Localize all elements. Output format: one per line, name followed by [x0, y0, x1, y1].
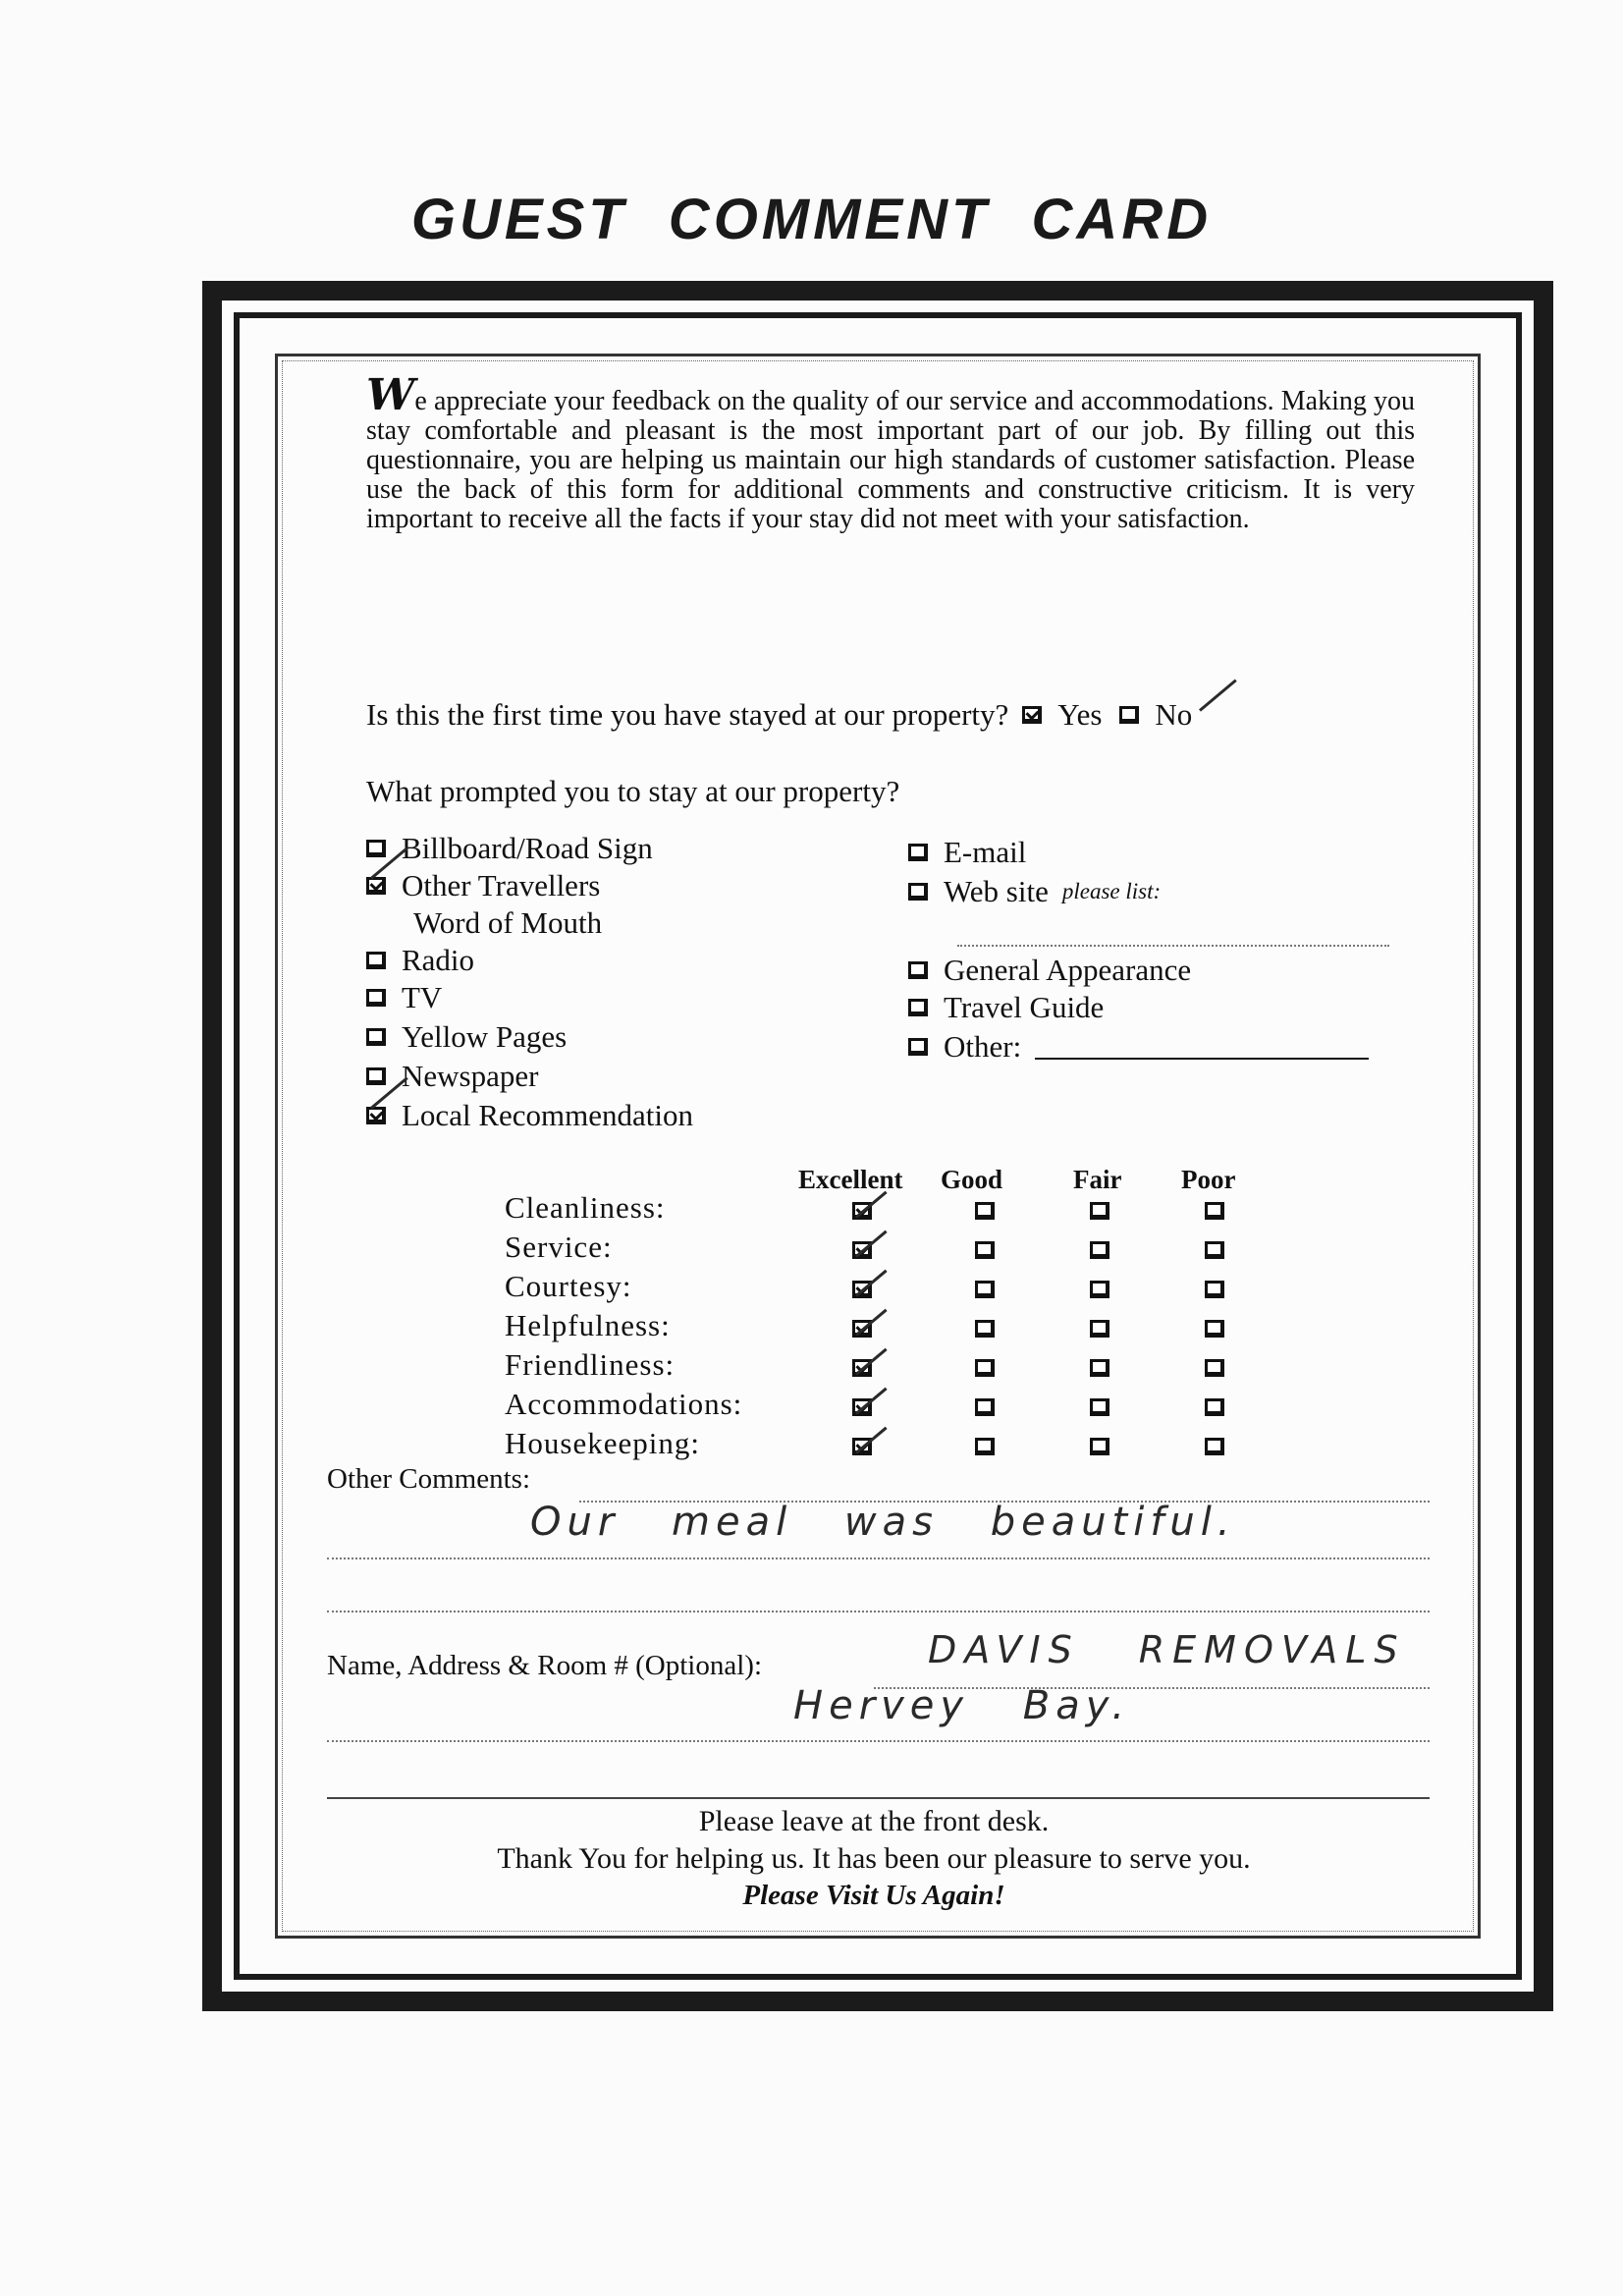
option-yellow-pages-label: Yellow Pages: [402, 1019, 568, 1054]
intro-dropcap: W: [366, 370, 415, 420]
rating-checkbox-good[interactable]: [975, 1398, 995, 1416]
first-time-no-checkbox[interactable]: [1119, 706, 1139, 724]
rating-checkbox-poor[interactable]: [1205, 1202, 1224, 1220]
rating-header-excellent: Excellent: [798, 1165, 903, 1194]
rating-checkbox-fair[interactable]: [1090, 1241, 1109, 1259]
comments-line-2[interactable]: [327, 1558, 1430, 1559]
rating-checkbox-good[interactable]: [975, 1241, 995, 1259]
option-yellow-pages[interactable]: [366, 1019, 567, 1055]
option-travel-guide[interactable]: [908, 990, 1104, 1025]
rating-checkbox-fair[interactable]: [1090, 1359, 1109, 1377]
option-yellow-pages-checkbox[interactable]: [366, 1028, 386, 1046]
prompted-question: What prompted you to stay at our property?: [366, 774, 900, 808]
rating-checkbox-fair[interactable]: [1090, 1438, 1109, 1455]
rating-row-label: Friendliness:: [505, 1347, 676, 1382]
option-other-travellers-checkbox[interactable]: [366, 877, 386, 895]
rating-checkbox-good[interactable]: [975, 1320, 995, 1338]
option-word-of-mouth-label: Word of Mouth: [413, 905, 603, 940]
rating-row-label: Helpfulness:: [505, 1308, 671, 1342]
card-border-outer: [202, 281, 1553, 2011]
option-email[interactable]: [908, 835, 1026, 870]
comments-line-3[interactable]: [327, 1611, 1430, 1613]
rating-checkbox-good[interactable]: [975, 1202, 995, 1220]
comments-handwriting: Our meal was beautiful.: [530, 1500, 1236, 1545]
rating-checkbox-good[interactable]: [975, 1438, 995, 1455]
contact-handwriting-line2: Hervey Bay.: [793, 1683, 1131, 1728]
option-billboard-label: Billboard/Road Sign: [402, 831, 653, 865]
rating-checkbox-poor[interactable]: [1205, 1438, 1224, 1455]
option-website-label: Web site: [944, 874, 1049, 908]
option-other-travellers-label: Other Travellers: [402, 868, 601, 902]
contact-line-2[interactable]: [327, 1740, 1430, 1742]
option-radio-label: Radio: [402, 943, 475, 977]
option-tv-checkbox[interactable]: [366, 989, 386, 1007]
intro-paragraph: [366, 370, 1415, 534]
option-travel-guide-checkbox[interactable]: [908, 999, 928, 1016]
option-email-checkbox[interactable]: [908, 844, 928, 861]
first-time-question-row: [366, 697, 1192, 733]
rating-checkbox-fair[interactable]: [1090, 1202, 1109, 1220]
rating-checkbox-poor[interactable]: [1205, 1241, 1224, 1259]
comments-label: Other Comments:: [327, 1463, 531, 1495]
option-tv-label: TV: [402, 980, 443, 1014]
option-word-of-mouth: [413, 905, 602, 941]
contact-label: Name, Address & Room # (Optional):: [327, 1650, 763, 1681]
option-local-recommendation-checkbox[interactable]: [366, 1107, 386, 1124]
website-list-line[interactable]: [957, 945, 1389, 947]
option-other-label: Other:: [944, 1029, 1022, 1064]
option-other[interactable]: [908, 1029, 1369, 1065]
rating-row-label: Cleanliness:: [505, 1190, 666, 1225]
option-other-line[interactable]: [1035, 1034, 1369, 1060]
card-title: GUEST COMMENT CARD: [410, 188, 1213, 251]
option-tv[interactable]: [366, 980, 442, 1015]
option-radio[interactable]: [366, 943, 474, 978]
option-billboard[interactable]: [366, 831, 653, 866]
intro-text: e appreciate your feedback on the quality of our service and accommodations. Making you stay comfortable and pleasant is the most important part of our job. By filling out this questionnaire, you are helping us maintain our high standards of customer satisfaction. Please use the back of this form for additional comments and constructive criticism. It is very important to receive all the facts if your stay did not meet with your satisfaction.: [366, 386, 1415, 534]
option-radio-checkbox[interactable]: [366, 952, 386, 969]
option-email-label: E-mail: [944, 835, 1027, 869]
rating-row-label: Accommodations:: [505, 1387, 743, 1421]
option-newspaper-label: Newspaper: [402, 1059, 539, 1093]
option-website-checkbox[interactable]: [908, 883, 928, 901]
option-local-recommendation[interactable]: [366, 1098, 693, 1133]
option-general-appearance-checkbox[interactable]: [908, 961, 928, 979]
rating-checkbox-fair[interactable]: [1090, 1398, 1109, 1416]
first-time-yes-checkbox[interactable]: [1022, 706, 1042, 724]
option-other-travellers[interactable]: [366, 868, 600, 903]
rating-header-fair: Fair: [1073, 1165, 1122, 1194]
footer-line-2: Thank You for helping us. It has been our pleasure to serve you.: [497, 1842, 1251, 1875]
rating-checkbox-good[interactable]: [975, 1359, 995, 1377]
first-time-question: Is this the first time you have stayed at our property?: [366, 697, 1009, 732]
first-time-no-label: No: [1155, 697, 1193, 732]
first-time-yes-label: Yes: [1057, 697, 1103, 732]
option-travel-guide-label: Travel Guide: [944, 990, 1105, 1024]
rating-checkbox-fair[interactable]: [1090, 1281, 1109, 1298]
option-local-recommendation-label: Local Recommendation: [402, 1098, 693, 1132]
rating-checkbox-good[interactable]: [975, 1281, 995, 1298]
rating-checkbox-poor[interactable]: [1205, 1320, 1224, 1338]
contact-handwriting-line1: DAVIS REMOVALS: [928, 1628, 1406, 1671]
rating-header-poor: Poor: [1181, 1165, 1236, 1194]
option-general-appearance-label: General Appearance: [944, 953, 1192, 987]
option-newspaper-checkbox[interactable]: [366, 1067, 386, 1085]
option-billboard-checkbox[interactable]: [366, 840, 386, 857]
rating-header-good: Good: [941, 1165, 1003, 1194]
option-website-note: please list:: [1061, 879, 1162, 903]
option-general-appearance[interactable]: [908, 953, 1191, 988]
rating-row-label: Courtesy:: [505, 1269, 632, 1303]
option-website[interactable]: [908, 874, 1161, 909]
rating-checkbox-poor[interactable]: [1205, 1398, 1224, 1416]
rating-checkbox-poor[interactable]: [1205, 1281, 1224, 1298]
option-other-checkbox[interactable]: [908, 1038, 928, 1056]
rating-row-label: Housekeeping:: [505, 1426, 700, 1460]
rating-checkbox-poor[interactable]: [1205, 1359, 1224, 1377]
footer-line-1: Please leave at the front desk.: [698, 1805, 1050, 1837]
rating-row-label: Service:: [505, 1230, 613, 1264]
footer-line-3: Please Visit Us Again!: [742, 1880, 1005, 1911]
rating-checkbox-fair[interactable]: [1090, 1320, 1109, 1338]
contact-line-3[interactable]: [327, 1797, 1430, 1799]
